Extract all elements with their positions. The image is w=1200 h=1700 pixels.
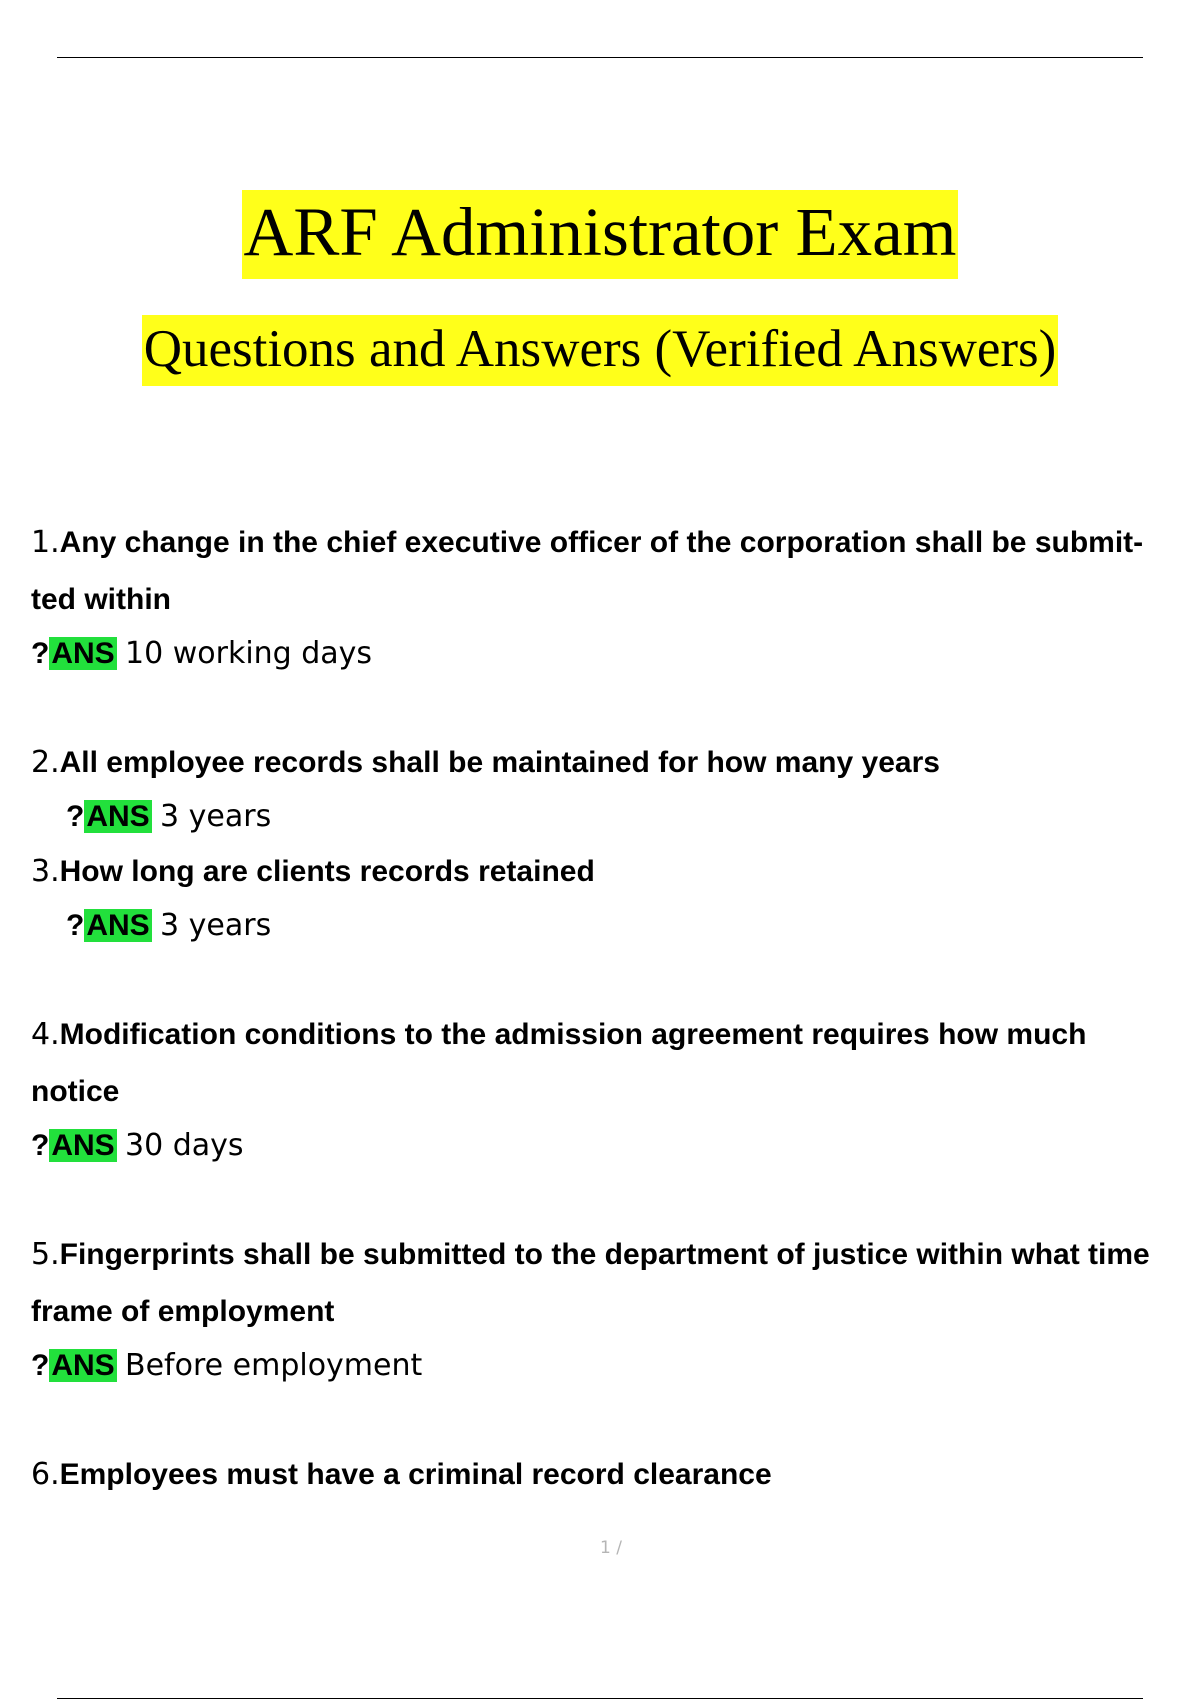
answer-text: 3 years xyxy=(160,908,272,943)
ans-badge: ANS xyxy=(51,1129,115,1162)
answer xyxy=(31,628,1171,680)
ans-badge: ANS xyxy=(51,637,115,670)
spacer xyxy=(31,680,1171,734)
answer-prefix: ? xyxy=(31,637,50,670)
question-text: Modification conditions to the admission agreement requires how much notice xyxy=(31,1018,1087,1108)
page-number: 1 / xyxy=(600,1538,622,1558)
title-container xyxy=(0,190,1200,279)
question-number: 4. xyxy=(31,1017,60,1052)
ans-badge: ANS xyxy=(86,909,150,942)
answer-prefix: ? xyxy=(66,909,85,942)
spacer xyxy=(31,1392,1171,1446)
question xyxy=(31,1446,1171,1503)
qa-item-2 xyxy=(31,734,1171,843)
question-text: Fingerprints shall be submitted to the department of justice within what time frame of employment xyxy=(31,1238,1150,1328)
answer xyxy=(31,1340,1171,1392)
answer xyxy=(31,900,1171,952)
answer-text: 30 days xyxy=(125,1128,244,1163)
spacer xyxy=(31,1172,1171,1226)
question xyxy=(31,1006,1171,1120)
answer-prefix: ? xyxy=(66,800,85,833)
ans-badge: ANS xyxy=(51,1349,115,1382)
qa-item-4 xyxy=(31,1006,1171,1172)
qa-item-5 xyxy=(31,1226,1171,1392)
question xyxy=(31,843,1171,900)
question xyxy=(31,1226,1171,1340)
question-number: 5. xyxy=(31,1237,60,1272)
answer-text: Before employment xyxy=(125,1348,423,1383)
question-text: All employee records shall be maintained for how many years xyxy=(59,746,940,779)
question-number: 3. xyxy=(31,854,60,889)
document-title: ARF Administrator Exam xyxy=(242,190,959,279)
question-number: 6. xyxy=(31,1457,60,1492)
answer-prefix: ? xyxy=(31,1349,50,1382)
qa-item-1 xyxy=(31,514,1171,680)
qa-item-3 xyxy=(31,843,1171,952)
subtitle-container xyxy=(0,315,1200,386)
document-subtitle: Questions and Answers (Verified Answers) xyxy=(142,315,1059,386)
header-rule xyxy=(57,57,1143,58)
answer-prefix: ? xyxy=(31,1129,50,1162)
ans-badge: ANS xyxy=(86,800,150,833)
question-text: Employees must have a criminal record clearance xyxy=(59,1458,772,1491)
qa-list xyxy=(31,514,1171,1503)
answer-text: 10 working days xyxy=(125,636,373,671)
question-text: Any change in the chief executive officer of the corporation shall be submit- ted within xyxy=(31,526,1144,616)
answer xyxy=(31,1120,1171,1172)
answer xyxy=(31,791,1171,843)
question-number: 1. xyxy=(31,525,60,560)
question xyxy=(31,514,1171,628)
footer-rule xyxy=(57,1698,1143,1699)
spacer xyxy=(31,952,1171,1006)
qa-item-6 xyxy=(31,1446,1171,1503)
answer-text: 3 years xyxy=(160,799,272,834)
question-text: How long are clients records retained xyxy=(59,855,595,888)
question-number: 2. xyxy=(31,745,60,780)
question xyxy=(31,734,1171,791)
